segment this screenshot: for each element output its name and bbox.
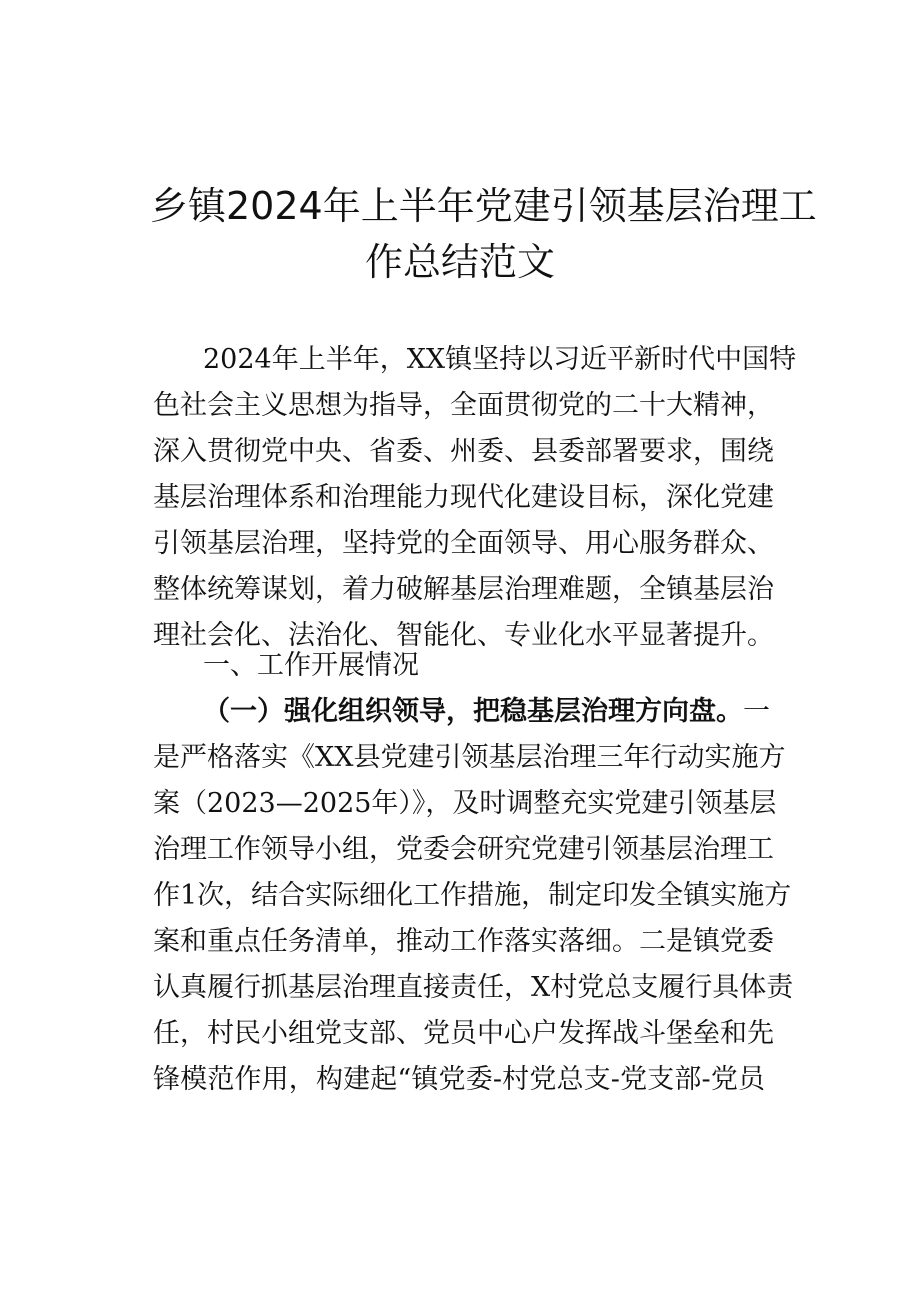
- intro-paragraph-line: 色社会主义思想为指导，全面贯彻党的二十大精神，: [153, 390, 774, 421]
- intro-paragraph-line: 引领基层治理，坚持党的全面领导、用心服务群众、: [153, 528, 774, 559]
- body-paragraph-line: 案（2023—2025年）》，及时调整充实党建引领基层: [153, 788, 777, 819]
- body-paragraph-line: 任，村民小组党支部、党员中心户发挥战斗堡垒和先: [153, 1018, 774, 1049]
- body-paragraph-line: 是严格落实《XX县党建引领基层治理三年行动实施方: [153, 742, 786, 773]
- intro-paragraph-line: 理社会化、法治化、智能化、专业化水平显著提升。: [153, 620, 774, 651]
- document-title-line-2: 作总结范文: [364, 240, 555, 284]
- section-heading: 一、工作开展情况: [203, 650, 419, 681]
- body-paragraph-line: 治理工作领导小组，党委会研究党建引领基层治理工: [153, 834, 774, 865]
- body-paragraph-line: 案和重点任务清单，推动工作落实落细。二是镇党委: [153, 926, 774, 957]
- body-paragraph-line: 锋模范作用，构建起“镇党委-村党总支-党支部-党员: [153, 1064, 765, 1095]
- intro-paragraph-line: 整体统筹谋划，着力破解基层治理难题，全镇基层治: [153, 574, 774, 605]
- body-paragraph-line: 作1次，结合实际细化工作措施，制定印发全镇实施方: [153, 880, 792, 911]
- document-title-line-1: 乡镇2024年上半年党建引领基层治理工: [150, 184, 817, 228]
- intro-paragraph-line: 2024年上半年，XX镇坚持以习近平新时代中国特: [203, 344, 797, 375]
- subsection-heading: （一）强化组织领导，把稳基层治理方向盘。: [203, 696, 743, 727]
- intro-paragraph-line: 深入贯彻党中央、省委、州委、县委部署要求，围绕: [153, 436, 774, 467]
- body-paragraph-line: 认真履行抓基层治理直接责任，X村党总支履行具体责: [153, 972, 794, 1003]
- intro-paragraph-line: 基层治理体系和治理能力现代化建设目标，深化党建: [153, 482, 774, 513]
- subsection-heading-line: [203, 694, 770, 730]
- subsection-heading-tail: 一: [743, 696, 770, 727]
